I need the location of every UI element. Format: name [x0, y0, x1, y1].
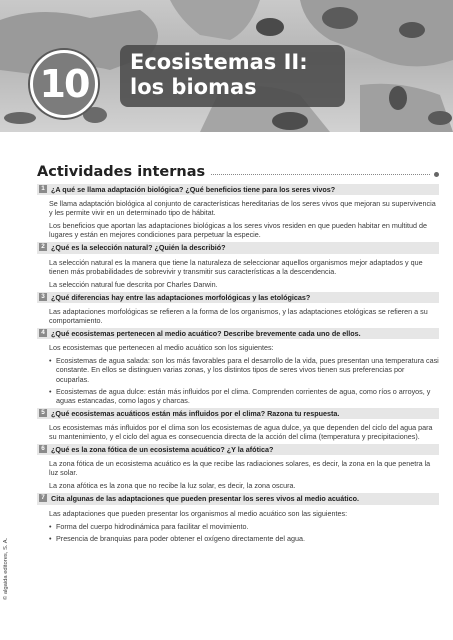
question-text: ¿Qué es la selección natural? ¿Quién la describió? [51, 243, 226, 253]
title-line-1: Ecosistemas II: [130, 50, 308, 74]
answer-paragraph: Las adaptaciones morfológicas se refieren a la forma de los organismos, y las adaptaciones etológicas se refieren a su comportamiento. [49, 306, 428, 326]
page-title [120, 45, 345, 107]
section-header [37, 158, 439, 180]
answer-paragraph: La selección natural es la manera que tiene la naturaleza de seleccionar aquellos organismos mejor adaptados y que tienen más probabilidades de sobrevivir y transmitir sus características a la descendencia. [49, 257, 423, 276]
activities-list [37, 181, 439, 546]
dotted-rule [211, 173, 430, 175]
answer-paragraph: La zona afótica es la zona que no recibe la luz solar, es decir, la zona oscura. [49, 481, 296, 491]
bullet-list [49, 356, 439, 404]
answer-paragraph: La zona fótica de un ecosistema acuático es la que recibe las radiaciones solares, es decir, la zona en la que penetra la luz solar. [49, 459, 431, 478]
question-text: ¿A qué se llama adaptación biológica? ¿Qué beneficios tiene para los seres vivos? [51, 185, 336, 194]
title-line-2: los biomas [130, 75, 257, 99]
rule-end-dot [434, 172, 439, 177]
question-text: ¿Qué ecosistemas acuáticos están más influidos por el clima? Razona tu respuesta. [51, 408, 340, 418]
section-title: Actividades internas [37, 164, 206, 180]
question-number: 4 [39, 329, 47, 337]
bullet-item: • Presencia de branquias para poder obtener el oxígeno directamente del agua. [49, 534, 439, 543]
bullet-item: • Ecosistemas de agua salada: son los más favorables para el desarrollo de la vida, pues presentan una temperatura casi constante. En ellos se distinguen varias zonas, y los distintos tipos de seres vivos tienen sus preferencias por ocuparlas. [49, 356, 439, 383]
question-text: ¿Qué es la zona fótica de un ecosistema acuático? ¿Y la afótica? [51, 445, 274, 455]
question-3 [37, 292, 439, 303]
question-text: ¿Qué diferencias hay entre las adaptaciones morfológicas y las etológicas? [51, 292, 311, 302]
copyright-notice: © algaida editores, S. A. [3, 537, 9, 600]
question-4 [37, 328, 439, 339]
question-7 [37, 493, 439, 504]
answer-paragraph: Los ecosistemas que pertenecen al medio acuático son los siguientes: [49, 343, 274, 353]
question-2 [37, 242, 439, 253]
answer-paragraph: Los beneficios que aportan las adaptaciones biológicas a los seres vivos residen en que pueden habitar en multitud de lugares y están en mejores condiciones para perpetuar la especie. [49, 221, 427, 240]
unit-number-badge: 10 [30, 50, 98, 118]
bullet-item: • Forma del cuerpo hidrodinámica para facilitar el movimiento. [49, 522, 439, 531]
answer-paragraph: La selección natural fue descrita por Charles Darwin. [49, 279, 218, 289]
bullet-list [49, 522, 439, 543]
answer-paragraph: Los ecosistemas más influidos por el clima son los ecosistemas de agua dulce, ya que dependen del ciclo del agua para su mantenimiento, y el ciclo del agua es consecuencia directa de la acción del clima (temperatura y precipitaciones). [49, 422, 433, 441]
question-number: 1 [39, 185, 47, 193]
answer-paragraph: Se llama adaptación biológica al conjunto de características hereditarias de los seres vivos que mejoran su supervivencia y les permite vivir en un determinado tipo de hábitat. [49, 199, 436, 218]
header-banner [0, 0, 453, 132]
question-number: 5 [39, 409, 47, 417]
question-text: Cita algunas de las adaptaciones que pueden presentar los seres vivos al medio acuático. [51, 494, 359, 504]
question-number: 7 [39, 494, 47, 502]
question-number: 3 [39, 293, 47, 301]
bullet-item: • Ecosistemas de agua dulce: están más influidos por el clima. Comprenden corrientes de agua, como ríos o arroyos, y aguas estancadas, como lagos y charcas. [49, 387, 439, 405]
question-1 [37, 184, 439, 195]
question-number: 2 [39, 243, 47, 251]
question-6 [37, 444, 439, 455]
answer-paragraph: Las adaptaciones que pueden presentar los organismos al medio acuático son las siguientes: [49, 508, 348, 518]
question-text: ¿Qué ecosistemas pertenecen al medio acuático? Describe brevemente cada uno de ellos. [51, 329, 361, 339]
question-5 [37, 408, 439, 419]
question-number: 6 [39, 445, 47, 453]
